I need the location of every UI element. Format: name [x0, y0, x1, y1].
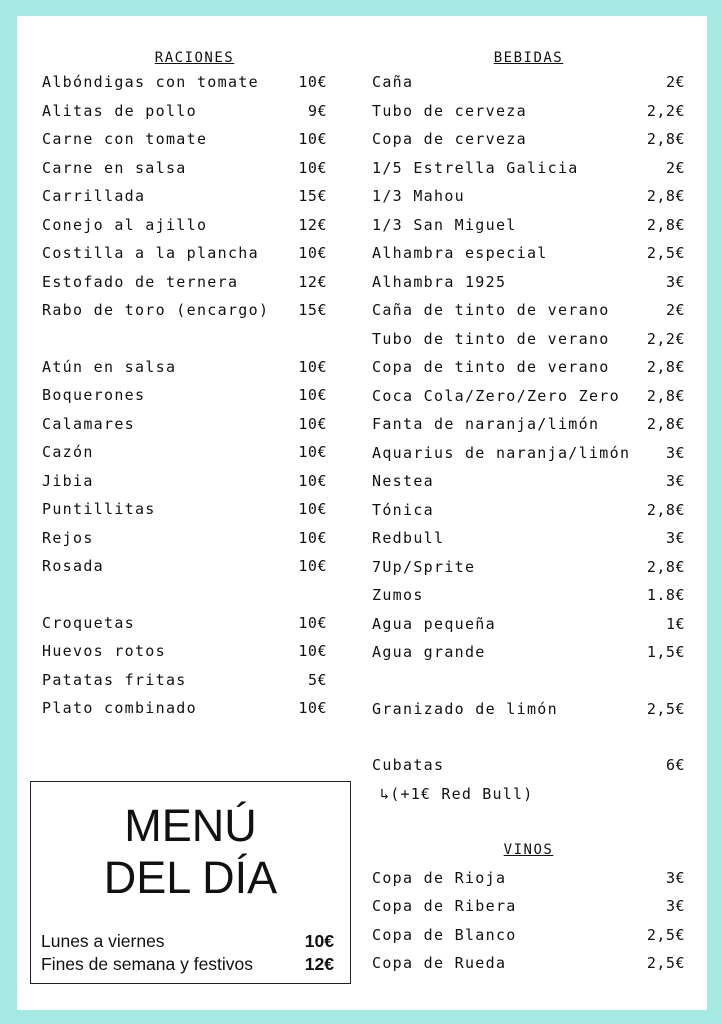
item-price: 3€ — [665, 272, 685, 291]
cubatas-extra-note: ↳(+1€ Red Bull) — [380, 784, 534, 803]
menu-item — [372, 268, 685, 297]
menu-item — [42, 666, 327, 695]
item-price: 2,5€ — [646, 699, 685, 718]
item-price: 10€ — [298, 699, 327, 717]
item-price: 2,2€ — [646, 329, 685, 348]
item-price: 10€ — [298, 642, 327, 660]
menu-del-dia-row-weekends — [41, 954, 334, 975]
item-name: Zumos — [372, 586, 424, 604]
menu-item — [372, 154, 685, 183]
menu-item — [372, 239, 685, 268]
menu-item — [42, 353, 327, 382]
menu-del-dia-title-line1: MENÚ — [124, 800, 257, 851]
menu-item — [372, 638, 685, 667]
menu-row-label: Lunes a viernes — [41, 931, 165, 951]
item-name: Huevos rotos — [42, 642, 166, 660]
item-price: 2,8€ — [646, 358, 685, 376]
item-name: Boquerones — [42, 386, 146, 404]
item-price: 10€ — [298, 500, 327, 518]
item-name: Conejo al ajillo — [42, 215, 208, 234]
menu-item — [372, 496, 685, 525]
item-name: Estofado de ternera — [42, 272, 239, 291]
item-price: 3€ — [665, 897, 685, 915]
menu-item — [42, 68, 327, 97]
item-name: Calamares — [42, 414, 135, 433]
vinos-heading: VINOS — [503, 841, 554, 858]
item-price: 3€ — [665, 868, 685, 887]
menu-item — [42, 524, 327, 553]
menu-item — [372, 921, 685, 950]
item-price: 2,8€ — [646, 500, 685, 519]
item-name: Caña de tinto de verano — [372, 301, 610, 319]
item-name: 1/5 Estrella Galicia — [372, 158, 579, 177]
item-price: 2,5€ — [646, 954, 685, 972]
item-price: 12€ — [298, 272, 327, 291]
item-name: Alhambra 1925 — [372, 272, 507, 291]
item-price: 2,5€ — [646, 244, 685, 262]
menu-item — [42, 381, 327, 410]
item-price: 10€ — [298, 73, 327, 91]
menu-row-price: 10€ — [304, 931, 334, 951]
item-name: Tubo de tinto de verano — [372, 329, 610, 348]
item-name: Carne en salsa — [42, 158, 187, 177]
menu-item — [372, 125, 685, 154]
item-name: Copa de Ribera — [372, 897, 517, 915]
menu-item — [42, 239, 327, 268]
bebidas-heading: BEBIDAS — [493, 50, 564, 66]
item-price: 2,8€ — [646, 557, 685, 576]
item-name: 1/3 San Miguel — [372, 215, 517, 234]
item-name: Costilla a la plancha — [42, 244, 259, 262]
menu-item — [372, 892, 685, 921]
item-price: 10€ — [298, 386, 327, 404]
menu-item — [42, 438, 327, 467]
menu-item — [372, 382, 685, 411]
menu-row-price: 12€ — [304, 954, 334, 974]
menu-item — [372, 467, 685, 496]
item-name: Fanta de naranja/limón — [372, 415, 600, 433]
item-price: 2€ — [665, 158, 685, 177]
item-price: 2€ — [665, 301, 685, 319]
item-name: Cubatas — [372, 756, 445, 774]
item-price: 3€ — [665, 472, 685, 490]
menu-item — [42, 125, 327, 154]
item-name: Agua pequeña — [372, 614, 496, 633]
menu-item — [42, 552, 327, 581]
menu-item — [372, 410, 685, 439]
item-price: 10€ — [298, 244, 327, 262]
item-price: 3€ — [665, 443, 685, 462]
item-name: Tubo de cerveza — [372, 101, 527, 120]
item-price: 12€ — [298, 215, 327, 234]
item-name: Cazón — [42, 443, 94, 461]
menu-row-label: Fines de semana y festivos — [41, 954, 254, 974]
menu-item — [42, 268, 327, 297]
menu-item — [372, 439, 685, 468]
item-price: 2,8€ — [646, 215, 685, 234]
menu-item — [42, 97, 327, 126]
item-price: 10€ — [298, 528, 327, 547]
item-price: 1€ — [665, 614, 685, 633]
item-name: 1/3 Mahou — [372, 187, 465, 205]
item-name: Copa de Rueda — [372, 954, 507, 972]
item-price: 10€ — [298, 357, 327, 376]
menu-item-granizado — [372, 695, 685, 724]
item-name: Coca Cola/Zero/Zero Zero — [372, 386, 620, 405]
item-name: Carne con tomate — [42, 130, 208, 148]
item-name: Alitas de pollo — [42, 101, 197, 120]
menu-item — [372, 553, 685, 582]
item-name: Copa de tinto de verano — [372, 358, 610, 376]
item-name: Tónica — [372, 500, 434, 519]
menu-item — [42, 182, 327, 211]
item-price: 3€ — [665, 529, 685, 547]
menu-item — [372, 581, 685, 610]
item-name: Nestea — [372, 472, 434, 490]
item-name: Albóndigas con tomate — [42, 73, 259, 91]
menu-item — [372, 68, 685, 97]
menu-item — [42, 495, 327, 524]
item-price: 10€ — [298, 130, 327, 148]
item-price: 10€ — [298, 613, 327, 632]
menu-item — [42, 211, 327, 240]
item-price: 10€ — [298, 443, 327, 461]
item-price: 9€ — [307, 101, 327, 120]
item-price: 10€ — [298, 557, 327, 575]
item-price: 1,5€ — [646, 643, 685, 661]
item-name: Atún en salsa — [42, 357, 177, 376]
menu-item — [372, 325, 685, 354]
menu-item — [372, 864, 685, 893]
menu-item — [372, 949, 685, 978]
item-name: Copa de cerveza — [372, 130, 527, 148]
menu-item — [372, 610, 685, 639]
menu-item-cubatas — [372, 751, 685, 780]
item-price: 2,8€ — [646, 130, 685, 148]
menu-item — [372, 524, 685, 553]
menu-item — [372, 182, 685, 211]
spacer — [42, 581, 327, 609]
item-price: 2,5€ — [646, 925, 685, 944]
menu-item — [42, 609, 327, 638]
item-price: 6€ — [665, 756, 685, 774]
spacer — [372, 667, 685, 695]
item-name: Rabo de toro (encargo) — [42, 301, 270, 319]
menu-sheet — [17, 16, 707, 1010]
menu-del-dia-title-line2: DEL DÍA — [103, 852, 278, 903]
item-name: Jibia — [42, 471, 94, 490]
raciones-heading: RACIONES — [154, 50, 235, 66]
item-name: Puntillitas — [42, 500, 156, 518]
item-name: Croquetas — [42, 613, 135, 632]
menu-item — [372, 211, 685, 240]
menu-item — [372, 97, 685, 126]
item-name: Rosada — [42, 557, 104, 575]
menu-item — [372, 353, 685, 382]
item-price: 1.8€ — [646, 586, 685, 604]
item-price: 2,8€ — [646, 415, 685, 433]
item-price: 2,8€ — [646, 386, 685, 405]
item-price: 2€ — [665, 73, 685, 91]
item-name: Agua grande — [372, 643, 486, 661]
item-price: 10€ — [298, 414, 327, 433]
item-name: Caña — [372, 73, 414, 91]
item-name: Granizado de limón — [372, 699, 558, 718]
menu-item — [42, 637, 327, 666]
menu-del-dia-box — [30, 781, 351, 984]
spacer — [372, 808, 685, 836]
item-price: 10€ — [298, 471, 327, 490]
item-name: Patatas fritas — [42, 670, 187, 689]
spacer — [42, 325, 327, 353]
item-name: Carrillada — [42, 187, 146, 205]
menu-item — [42, 410, 327, 439]
spacer — [372, 723, 685, 751]
item-price: 5€ — [307, 670, 327, 689]
menu-del-dia-row-weekdays — [41, 931, 334, 952]
item-price: 10€ — [298, 158, 327, 177]
menu-item — [42, 296, 327, 325]
item-name: Plato combinado — [42, 699, 197, 717]
item-name: Copa de Rioja — [372, 868, 507, 887]
item-name: Redbull — [372, 529, 445, 547]
item-name: Aquarius de naranja/limón — [372, 443, 631, 462]
menu-item — [42, 694, 327, 723]
menu-item — [42, 154, 327, 183]
menu-item — [42, 467, 327, 496]
item-name: Copa de Blanco — [372, 925, 517, 944]
raciones-section — [42, 48, 327, 723]
item-name: 7Up/Sprite — [372, 557, 476, 576]
item-name: Rejos — [42, 528, 94, 547]
bebidas-section — [372, 48, 685, 978]
item-price: 15€ — [298, 301, 327, 319]
item-price: 2,8€ — [646, 187, 685, 205]
menu-del-dia-title — [31, 800, 350, 904]
menu-item — [372, 296, 685, 325]
item-price: 15€ — [298, 187, 327, 205]
item-price: 2,2€ — [646, 101, 685, 120]
item-name: Alhambra especial — [372, 244, 548, 262]
